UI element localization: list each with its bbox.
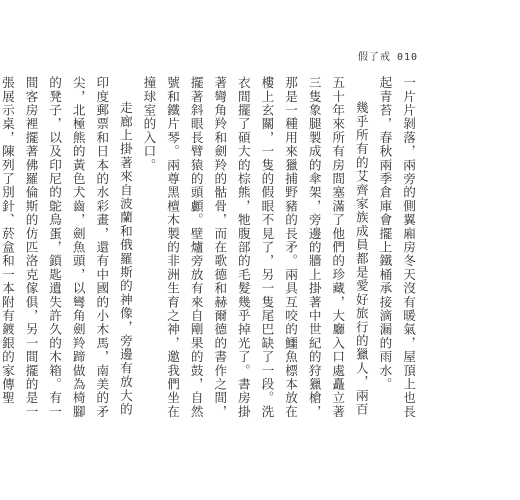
vertical-text-block [0,76,420,426]
page-number: 010 [396,52,418,63]
paragraph-3: 走廊上掛著來自波蘭和俄羅斯的神像，旁邊有放大的印度郵票和日本的水彩畫，還有中國的小木馬，南美的矛尖，北極熊的黃色犬齒，劍魚頭，以彎角劍羚蹄做為椅腳的凳子，以及印尼的鴕鳥蛋，鎖匙遺失許久的木箱。有一間客房裡擺著佛羅倫斯的仿匹洛克傢俱，另一間擺的是一張展示桌，陳列了別針、菸盒和一本附有鍍銀的家傳聖 [0,76,133,419]
paragraph-2: 幾乎所有的艾齊家族成員都是愛好旅行的獵人，兩百五十年來所有房間塞滿了他們的珍藏，大廳入口處矗立著三隻象腿製成的傘架，旁邊的牆上掛著中世紀的狩獵槍，那是一種用來獵捕野豬的長矛。兩具互咬的鱷魚標本放在樓上玄關，一隻的假眼不見了，另一隻尾巴缺了一段。洗衣間擺了碩大的棕熊，牠腹部的毛髮幾乎掉光了。書房掛著彎角羚和劍羚的骷骨，而在歌德和赫爾德的書作之間，擺著斜眼長臂猿的頭顱。壁爐旁放有來自剛果的鼓，自然號和鐵片琴。兩尊黑檀木製的非洲生育之神，邀我們坐在撞球室的入口。 [141,76,369,419]
running-head [358,48,418,63]
chapter-title: 假了戒 [357,52,391,63]
paragraph-1: 一片片剝落，兩旁的側翼廂房冬天沒有暖氣，屋頂上也長起青苔，春秋兩季倉庫會擺上鐵桶承接滴漏的雨水。 [377,76,416,419]
